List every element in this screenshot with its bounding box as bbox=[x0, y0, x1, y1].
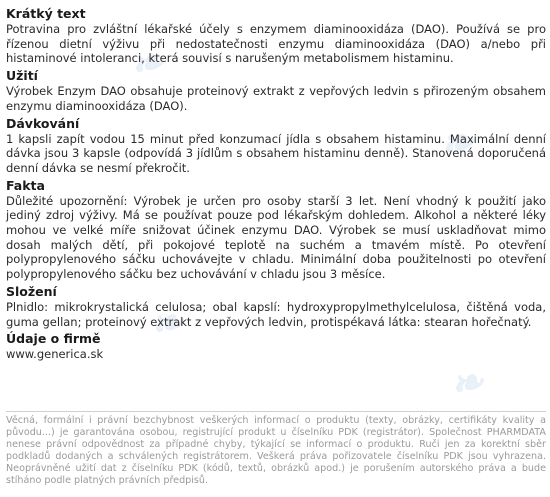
watermark-logo: ❧ bbox=[125, 37, 169, 90]
section-text: 1 kapsli zapít vodou 15 minut před konzumací jídla s obsahem histaminu. Maximální denní dávka jsou 3 kapsle (odpovídá 3 jídlům s obsahem histaminu denně). Stanovená doporučená denní dávka se nesmí překročit. bbox=[6, 131, 546, 175]
section-davkovani bbox=[6, 116, 546, 176]
section-kratky-text bbox=[6, 6, 546, 66]
watermark-logo: ❧ bbox=[445, 357, 489, 410]
company-website: www.generica.sk bbox=[6, 347, 104, 362]
section-heading: Užití bbox=[6, 68, 38, 84]
section-udaje-o-firme bbox=[6, 331, 546, 362]
section-uziti bbox=[6, 68, 546, 113]
section-heading: Krátký text bbox=[6, 6, 86, 21]
section-text: Potravina pro zvláštní lékařské účely s enzymem diaminooxidáza (DAO). Používá se pro řízenou dietní výživu při nedostatečnosti enzymu diaminooxidáza (DAO) a/nebo při histaminové intoleranci, která souvisí s narušeným metabolismem histaminu. bbox=[6, 22, 546, 66]
product-info bbox=[6, 6, 546, 364]
section-text: Výrobek Enzym DAO obsahuje proteinový extrakt z vepřových ledvin s přirozeným obsahem enzymu diaminooxidáza (DAO). bbox=[6, 84, 546, 113]
section-heading: Údaje o firmě bbox=[6, 331, 101, 347]
watermark-logo: ❧ bbox=[145, 297, 189, 350]
section-fakta bbox=[6, 178, 546, 282]
section-heading: Dávkování bbox=[6, 115, 80, 131]
watermark-logo: ❧ bbox=[435, 117, 479, 170]
legal-disclaimer: Věcná, formální i právní bezchybnost veškerých informací o produktu (texty, obrázky, certifikáty kvality a původu...) je garantována osobou, registrující produkt u číselníku PDK (registrátor). Společnost PHARMDATA nenese právní odpovědnost za případné chyby, týkající se informací o produktu. Ruči jen za korektní sběr podkladů dodaných a schválených registrátorem. Veškerá práva pořizovatele číselníku PDK jsou vyhrazena. Neoprávněné užití dat z číselníku PDK (kódů, textů, obrázků apod.) je porušením autorského práva a bude stíháno podle platných právních předpisů. bbox=[6, 411, 546, 487]
section-slozeni bbox=[6, 284, 546, 329]
section-heading: Složení bbox=[6, 283, 57, 299]
section-text: Důležité upozornění: Výrobek je určen pro osoby starší 3 let. Není vhodný k použití jako jediný zdroj výživy. Má se používat pouze pod lékařským dohledem. Alkohol a některé léky mohou ve velké míře snižovat účinek enzymu DAO. Výrobek se musí uskladňovat mimo dosah malých dětí, při pokojové teplotě na suchém a tmavém místě. Po otevření polypropylenového sáčku uchovávejte v chladu. Minimální doba použitelnosti po otevření polypropylenového sáčku bez uchovávání v chladu jsou 3 měsíce. bbox=[6, 193, 546, 282]
section-heading: Fakta bbox=[6, 177, 45, 193]
section-text: Plnidlo: mikrokrystalická celulosa; obal kapslí: hydroxypropylmethylcelulosa, čištěná voda, guma gellan; proteinový extrakt z vepřových ledvin, protispékavá látka: stearan hořečnatý. bbox=[6, 299, 546, 329]
